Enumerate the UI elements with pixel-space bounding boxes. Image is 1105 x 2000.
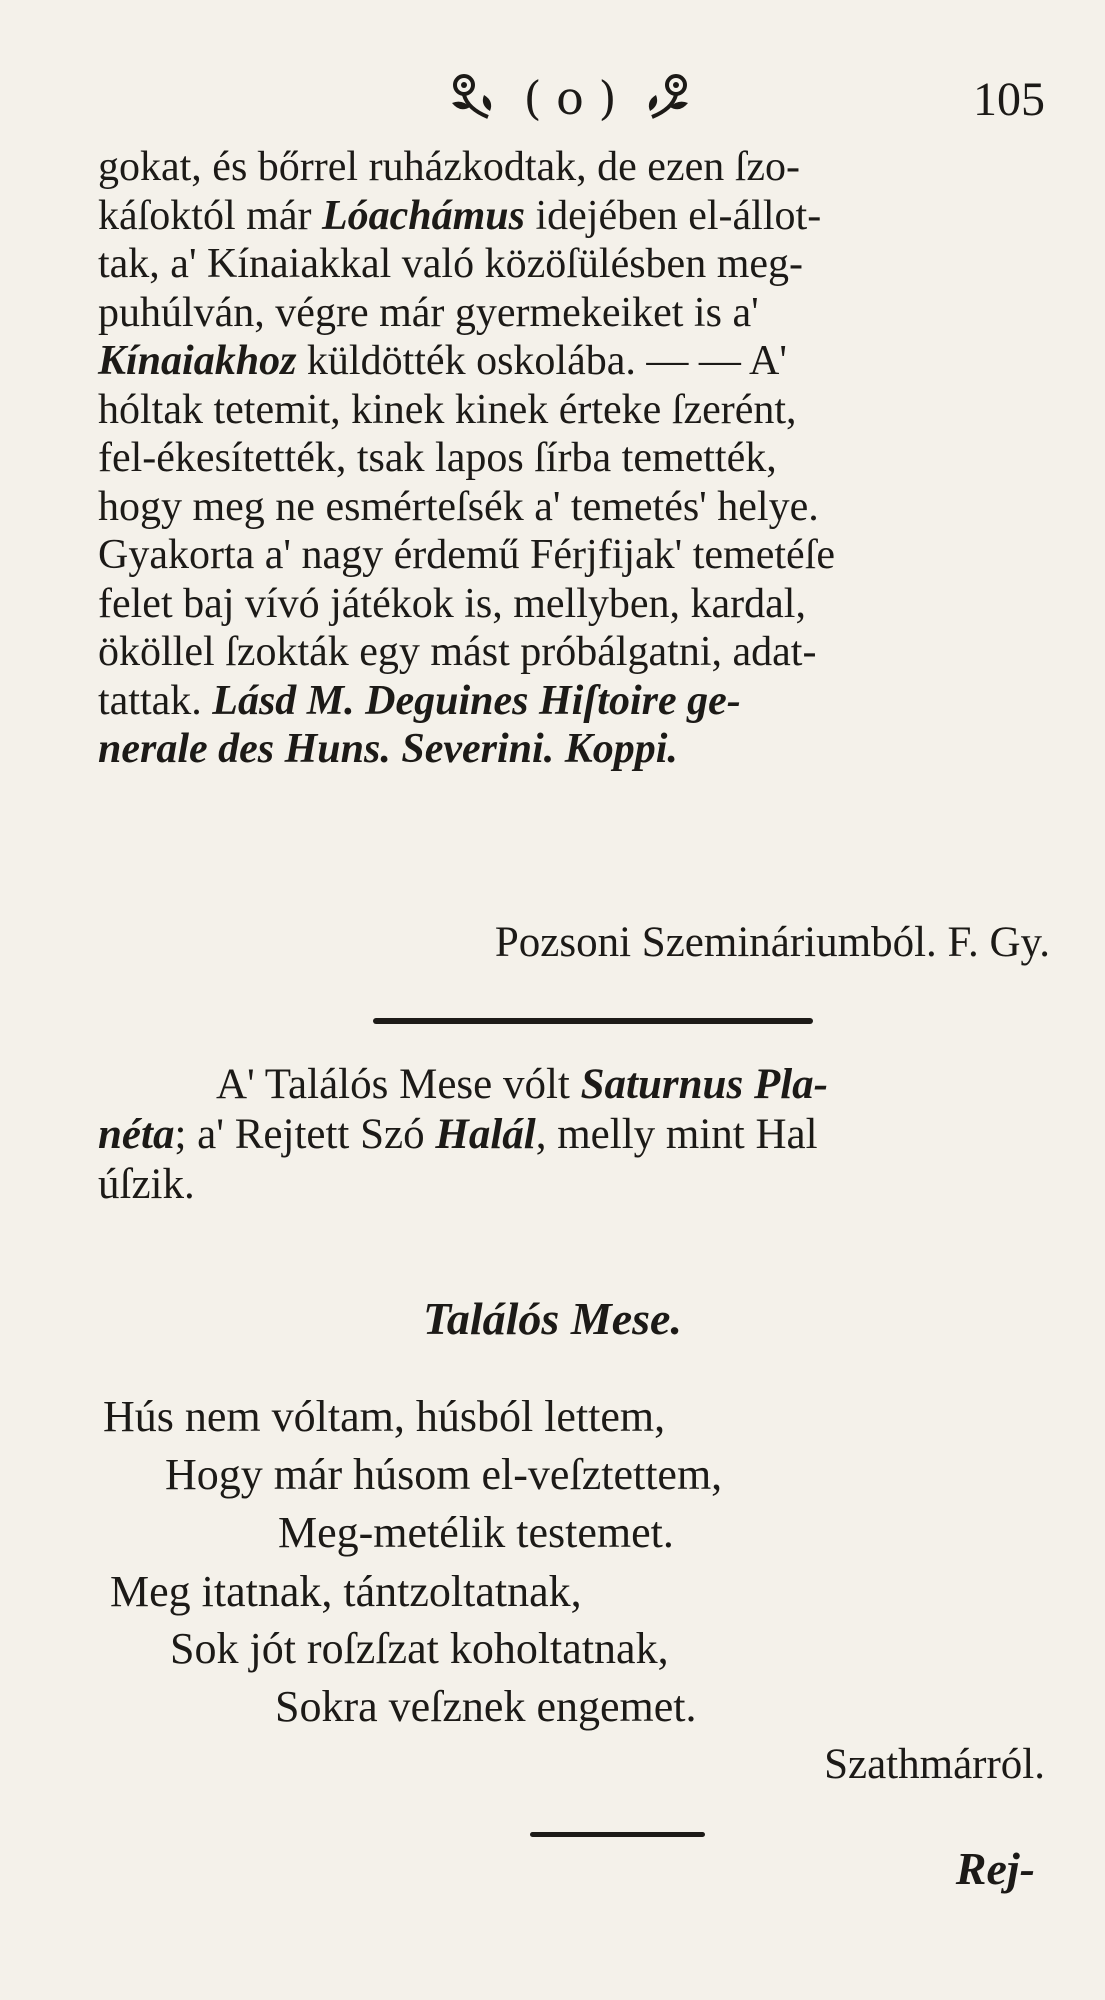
text-line: hogy meg ne esmérteſsék a' temetés' helye. (98, 483, 819, 530)
text-line: puhúlván, végre már gyermekeiket is a' (98, 289, 759, 336)
text-segment: küldötték oskolába. — — A' (296, 338, 787, 384)
text-line (98, 192, 1058, 241)
verse-line: Hogy már húsom el-veſztettem, (165, 1450, 723, 1499)
closing-divider (530, 1832, 705, 1837)
text-segment: idejében el-állot- (524, 192, 822, 239)
article-paragraph (98, 143, 1058, 774)
reference-citation: Lásd M. Deguines Hiſtoire ge- (212, 677, 741, 724)
riddle-title: Találós Mese. (423, 1293, 682, 1344)
text-line (98, 677, 1058, 726)
text-line (98, 337, 1058, 386)
text-line: úſzik. (98, 1161, 195, 1208)
text-line: gokat, és bőrrel ruházkodtak, de ezen ſzo- (98, 144, 801, 190)
text-line: Gyakorta a' nagy érdemű Férjfijak' temetéſe (98, 532, 835, 578)
text-line: felet baj vívó játékok is, mellyben, kardal, (98, 580, 806, 627)
reference-citation-continued: nerale des Huns. Severini. Koppi. (98, 726, 678, 772)
answer-saturnus: Saturnus Pla- (580, 1061, 828, 1108)
text-line (98, 1110, 1058, 1160)
left-flower-ornament-icon (444, 73, 502, 123)
page-header (0, 68, 1105, 128)
answer-halal: Halál (435, 1111, 536, 1158)
verse-line: Sokra veſznek engemet. (275, 1682, 697, 1731)
article-signature: Pozsoni Szemináriumból. F. Gy. (494, 919, 1050, 966)
text-line (98, 1060, 1058, 1110)
verse-line: Sok jót roſzſzat koholtatnak, (170, 1624, 669, 1673)
section-divider (373, 1018, 813, 1024)
name-loachamus: Lóachámus (321, 192, 525, 239)
page-number: 105 (973, 73, 1045, 126)
header-ornament-group (395, 68, 745, 128)
verse-line: Meg-metélik testemet. (278, 1508, 674, 1557)
text-segment: tattak. (98, 677, 213, 724)
header-center-text: ( o ) (523, 71, 617, 125)
text-line: tak, a' Kínaiakkal való közöſülésben meg- (98, 241, 803, 287)
text-line: hóltak tetemit, kinek kinek érteke ſzerént, (98, 386, 797, 433)
text-segment: káſoktól már (98, 192, 322, 239)
riddle-signature: Szathmárról. (824, 1741, 1045, 1788)
text-segment: A' Találós Mese vólt (216, 1061, 581, 1108)
name-kinaiakhoz: Kínaiakhoz (98, 338, 297, 384)
verse-line: Meg itatnak, tántzoltatnak, (110, 1567, 582, 1616)
catchword: Rej- (955, 1843, 1035, 1894)
answer-neta: néta (98, 1111, 175, 1158)
verse-line: Hús nem vóltam, húsból lettem, (103, 1392, 666, 1441)
text-line: ököllel ſzokták egy mást próbálgatni, adat- (98, 629, 817, 675)
text-segment: ; a' Rejtett Szó (174, 1111, 436, 1158)
text-line: fel-ékesítették, tsak lapos ſírba temették, (98, 435, 777, 481)
riddle-answer-paragraph (98, 1060, 1058, 1210)
text-segment: , melly mint Hal (535, 1111, 818, 1158)
right-flower-ornament-icon (638, 73, 696, 123)
